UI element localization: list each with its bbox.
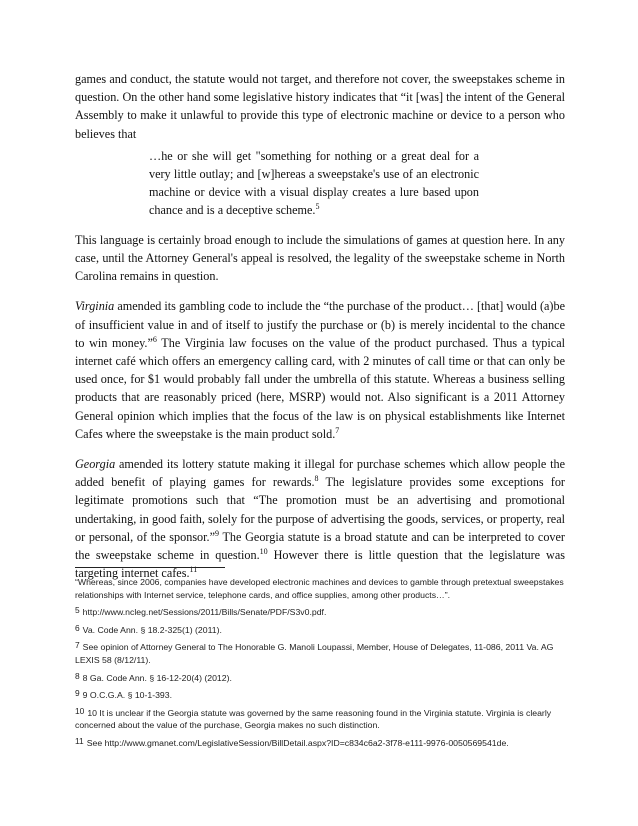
paragraph-3-text-b: The Virginia law focuses on the value of the product purchased. Thus a typical internet café which offers an emergency calling card, with 2 minutes of call time or that can only be used once, for $1 would probably fall under the umbrella of this statute. Whereas a business selling products that are reasonably priced (here, MSRP) would not. Also significant is a 2011 Attorney General opinion which implies that the focus of the law is on physical establishments like Internet Cafes where the sweepstake is the main product sold. — [75, 335, 565, 441]
footnote-6-number: 6 — [75, 622, 80, 633]
state-name-virginia: Virginia — [75, 299, 115, 314]
footnote-7-text: See opinion of Attorney General to The Honorable G. Manoli Loupassi, Member, House of Delegates, 11-086, 2011 Va. AG LEXIS 58 (8/12/11). — [75, 642, 554, 665]
footnote-10-text: 10 It is unclear if the Georgia statute was governed by the same reasoning found in the Virginia statute. Virginia is clearly concerned about the value of the purchase, Georgia makes no such distinction. — [75, 707, 552, 731]
footnote-9-number: 9 — [75, 688, 80, 699]
footnote-8-text: 8 Ga. Code Ann. § 16-12-20(4) (2012). — [82, 672, 232, 683]
paragraph-4-text-b: The legislature provides some exceptions for legitimate promotions such that “The promotion must be an advertising and promotional undertaking, in good faith, solely for the purpose of advertising the goods, services, or property, real or personal, of the sponsor.” — [75, 475, 565, 544]
footnote-8-number: 8 — [75, 670, 80, 681]
footnote-separator — [75, 567, 225, 568]
footnote-ref-10[interactable]: 10 — [259, 547, 268, 556]
footnote-ref-6[interactable]: 6 — [152, 334, 157, 344]
body-text — [75, 70, 565, 594]
paragraph-4-text-c: The Georgia statute is a broad statute and can be interpreted to cover the sweepstake scheme in question. — [75, 529, 565, 563]
footnote-7-number: 7 — [75, 640, 80, 651]
block-quote-text: …he or she will get "something for nothing or a great deal for a very little outlay; and [w]hereas a sweepstake's use of an electronic machine or device with a visual display creates a lure based upon chance and is a deceptive scheme. — [149, 148, 479, 217]
footnote-5 — [75, 604, 565, 619]
paragraph-continuation — [75, 70, 565, 143]
paragraph-4-text-d: However there is little question that the legislature was targeting internet cafes. — [75, 548, 565, 581]
footnote-ref-8[interactable]: 8 — [314, 474, 319, 484]
footnote-ref-9[interactable]: 9 — [215, 528, 219, 538]
paragraph-4-text-a: amended its lottery statute making it illegal for purchase schemes which allow people the added benefit of playing games for rewards. — [75, 457, 565, 490]
footnote-continuation-text: “Whereas, since 2006, companies have developed electronic machines and devices to gamble through pretextual sweepstakes relationships with Internet service, telephone cards, and office supplies, among other products…”. — [75, 577, 564, 600]
footnote-11-link[interactable]: See http://www.gmanet.com/LegislativeSession/BillDetail.aspx?ID=c834c6a2-3f78-e111-9976-0050569541de. — [86, 737, 509, 748]
footnote-ref-5[interactable]: 5 — [315, 201, 320, 211]
footnote-5-number: 5 — [75, 605, 80, 616]
paragraph-1-text: games and conduct, the statute would not target, and therefore not cover, the sweepstakes scheme in question. On the other hand some legislative history indicates that “it [was] the intent of the General Assembly to make it unlawful to provide this type of electronic machine or device to a person who believes that — [75, 72, 565, 141]
paragraph-virginia — [75, 297, 565, 443]
state-name-georgia: Georgia — [75, 457, 116, 472]
footnote-9 — [75, 687, 565, 702]
block-quote — [149, 147, 479, 219]
footnote-6 — [75, 622, 565, 637]
footnote-7 — [75, 639, 565, 666]
footnote-10-number: 10 — [75, 705, 85, 716]
paragraph-north-carolina — [75, 231, 565, 286]
footnote-11-number: 11 — [75, 735, 84, 746]
footnote-11 — [75, 735, 565, 750]
footnote-10 — [75, 705, 565, 732]
footnote-9-text: 9 O.C.G.A. § 10-1-393. — [82, 690, 173, 701]
paragraph-georgia — [75, 455, 565, 582]
footnote-6-text: Va. Code Ann. § 18.2-325(1) (2011). — [82, 624, 222, 635]
paragraph-2-text: This language is certainly broad enough to include the simulations of games at question here. In any case, until the Attorney General's appeal is resolved, the legality of the sweepstake scheme in North Carolina remains in question. — [75, 232, 565, 284]
footnote-8 — [75, 670, 565, 685]
footnote-continuation — [75, 576, 565, 601]
footnote-5-link[interactable]: http://www.ncleg.net/Sessions/2011/Bills/Senate/PDF/S3v0.pdf. — [82, 607, 327, 618]
footnotes — [75, 576, 565, 753]
footnote-ref-11[interactable]: 11 — [189, 565, 198, 575]
footnote-ref-7[interactable]: 7 — [335, 425, 340, 435]
paragraph-3-text-a: amended its gambling code to include the “the purchase of the product… [that] would (a)be of insufficient value in and of itself to justify the purchase or (b) is merely incidental to the chance to win money.” — [75, 299, 565, 350]
